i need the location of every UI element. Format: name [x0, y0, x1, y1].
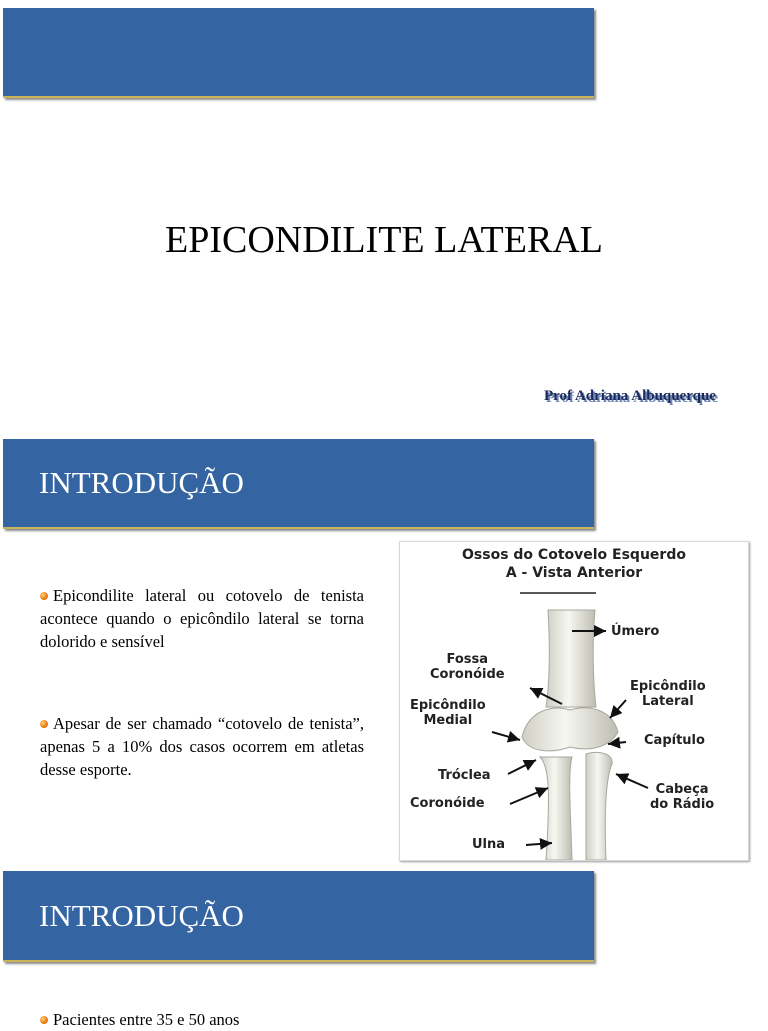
bullet-paragraph	[40, 584, 364, 653]
label-epi-lateral-line2: Lateral	[641, 694, 694, 709]
label-epicondilo-lateral	[630, 679, 706, 709]
bullet-paragraph	[40, 1008, 364, 1031]
bullet-paragraph	[40, 712, 364, 781]
elbow-bones-diagram	[399, 541, 749, 861]
bullet-icon	[40, 1016, 48, 1024]
slide2-heading: INTRODUÇÃO	[39, 465, 244, 500]
label-ulna: Ulna	[472, 837, 506, 852]
slide-title: EPICONDILITE LATERAL	[165, 219, 603, 261]
label-coronoide: Coronóide	[410, 796, 485, 811]
label-cabeca-line2: do Rádio	[650, 797, 715, 812]
paragraph-text: Epicondilite lateral ou cotovelo de tenista acontece quando o epicôndilo lateral se torna dolorido e sensível	[40, 586, 364, 651]
diagram-title-line1: Ossos do Cotovelo Esquerdo	[462, 547, 686, 563]
slide2-header-bar	[3, 439, 594, 529]
label-fossa-line1: Fossa	[446, 652, 489, 667]
label-epi-lateral-line1: Epicôndilo	[630, 679, 706, 694]
label-epicondilo-medial	[410, 698, 486, 728]
label-capitulo: Capítulo	[644, 733, 705, 748]
bullet-icon	[40, 720, 48, 728]
label-fossa-line2: Coronóide	[430, 667, 505, 682]
label-epi-medial-line1: Epicôndilo	[410, 698, 486, 713]
label-fossa-coronoide	[430, 652, 505, 682]
bullet-icon	[40, 592, 48, 600]
paragraph-text: Pacientes entre 35 e 50 anos	[53, 1010, 240, 1029]
label-cabeca-radio	[650, 782, 714, 812]
diagram-title-line2: A - Vista Anterior	[505, 565, 643, 581]
label-umero: Úmero	[611, 624, 660, 639]
paragraph-text: Apesar de ser chamado “cotovelo de tenista”, apenas 5 a 10% dos casos ocorrem em atletas desse esporte.	[40, 714, 364, 779]
author-name: Prof Adriana Albuquerque	[544, 388, 716, 404]
slide3-heading: INTRODUÇÃO	[39, 897, 244, 933]
slide3-header-bar	[3, 871, 594, 962]
label-troclea: Tróclea	[438, 768, 491, 783]
label-cabeca-line1: Cabeça	[655, 782, 709, 797]
label-epi-medial-line2: Medial	[423, 713, 473, 728]
slide1-header-bar	[3, 8, 594, 98]
